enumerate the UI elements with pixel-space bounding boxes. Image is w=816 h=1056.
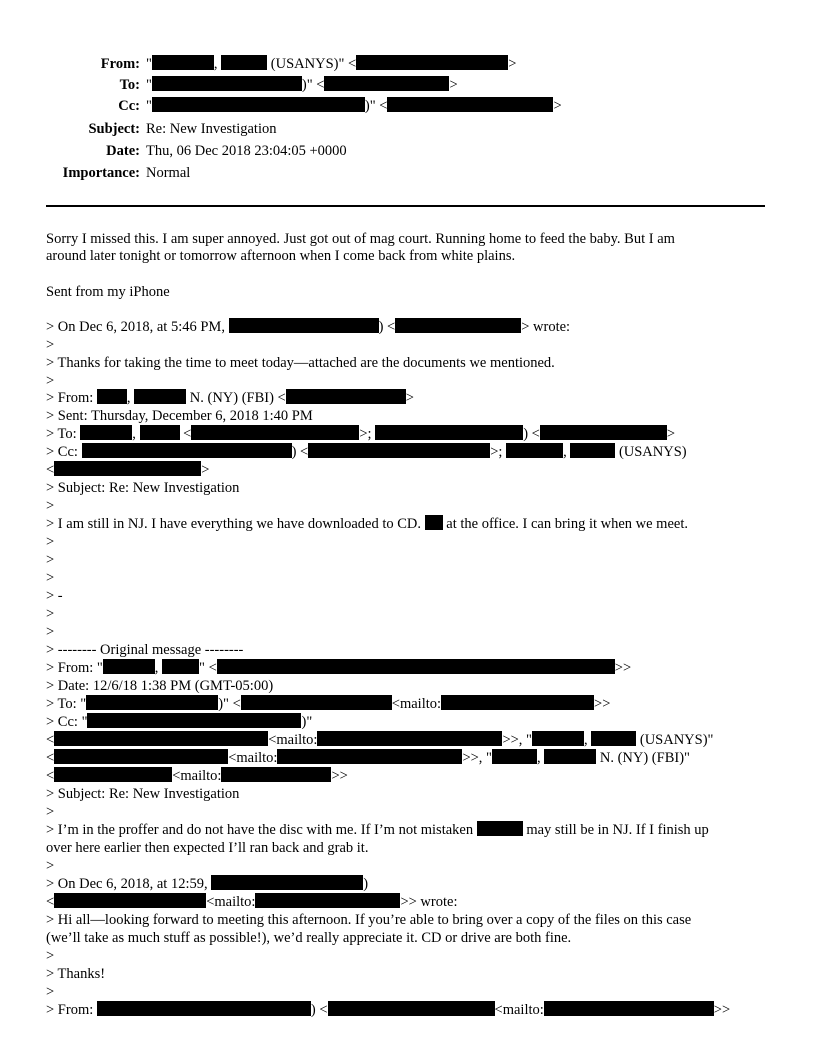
redaction-block: [140, 425, 180, 440]
text-fragment: <mailto:: [228, 750, 278, 766]
quote-line: < <mailto: >>, " , N. (NY) (FBI)": [46, 750, 690, 766]
quote-line: > From: " , " < >>: [46, 660, 632, 676]
subject-label: Subject:: [88, 121, 140, 137]
cc-value: " )" < >: [146, 98, 562, 114]
redaction-block: [540, 425, 667, 440]
quote-line: > -: [46, 588, 63, 604]
text-fragment: > To:: [46, 426, 77, 442]
text-fragment: <mailto:: [268, 732, 318, 748]
text-fragment: at the office. I can bring it when we meet.: [446, 516, 688, 532]
from-value: " , (USANYS)" < >: [146, 56, 517, 72]
to-value: " )" < >: [146, 77, 458, 93]
text-fragment: <mailto:: [391, 696, 442, 712]
redaction-block: [570, 443, 615, 458]
redaction-block: [217, 659, 615, 674]
redaction-block: [54, 767, 172, 782]
quote-line: > On Dec 6, 2018, at 12:59, ): [46, 876, 369, 892]
quote-line: >: [46, 337, 55, 353]
quote-line: >: [46, 498, 55, 514]
redaction-block: [375, 425, 523, 440]
redaction-block: [162, 659, 199, 674]
redaction-block: [80, 425, 132, 440]
quote-line: > Hi all—looking forward to meeting this afternoon. If you’re able to bring over a copy of the files on this case: [46, 912, 692, 928]
date-label: Date:: [106, 143, 140, 159]
redaction-block: [328, 1001, 495, 1016]
redaction-block: [544, 749, 596, 764]
importance-value: Normal: [146, 165, 191, 181]
redaction-block: [255, 893, 400, 908]
from-label: From:: [100, 56, 140, 72]
text-fragment: > On Dec 6, 2018, at 5:46 PM,: [46, 319, 225, 335]
redaction-block: [221, 767, 331, 782]
redaction-block: [425, 515, 443, 530]
cc-label: Cc:: [118, 98, 140, 114]
quote-line: < <mailto: >>, " , (USANYS)": [46, 732, 714, 748]
quote-line: (we’ll take as much stuff as possible!), we’d really appreciate it. CD or drive are both fine.: [46, 930, 572, 946]
header-divider: [46, 205, 765, 207]
text-fragment: N. (NY) (FBI) <: [189, 390, 286, 406]
quote-line: >: [46, 948, 55, 964]
quote-line: >: [46, 804, 55, 820]
quote-line: > On Dec 6, 2018, at 5:46 PM, ) < > wrote:: [46, 319, 571, 335]
redaction-block: [317, 731, 502, 746]
subject-value: Re: New Investigation: [146, 121, 277, 137]
signature: Sent from my iPhone: [46, 284, 170, 300]
text-fragment: <mailto:: [494, 1002, 544, 1018]
quote-line: > Thanks!: [46, 966, 106, 982]
importance-label: Importance:: [62, 165, 140, 181]
redaction-block: [152, 76, 302, 91]
redaction-block: [211, 875, 363, 890]
redaction-block: [86, 695, 218, 710]
quote-line: >: [46, 984, 55, 1000]
quote-line: > -------- Original message --------: [46, 642, 244, 658]
redaction-block: [97, 1001, 311, 1016]
redaction-block: [544, 1001, 714, 1016]
quote-line: >: [46, 570, 55, 586]
text-fragment: may still be in NJ. If I finish up: [526, 822, 709, 838]
quote-line: > From: , N. (NY) (FBI) < >: [46, 390, 414, 406]
quote-line: >: [46, 373, 55, 389]
date-value: Thu, 06 Dec 2018 23:04:05 +0000: [146, 143, 347, 159]
redaction-block: [506, 443, 563, 458]
quote-line: > Date: 12/6/18 1:38 PM (GMT-05:00): [46, 678, 274, 694]
body-line: Sorry I missed this. I am super annoyed. Just got out of mag court. Running home to feed the baby. But I am: [46, 231, 675, 247]
redaction-block: [152, 97, 365, 112]
redaction-block: [277, 749, 462, 764]
quote-line: > Thanks for taking the time to meet today—attached are the documents we mentioned.: [46, 355, 555, 371]
text-fragment: > Cc: ": [46, 714, 88, 730]
redaction-block: [54, 731, 268, 746]
text-fragment: <mailto:: [172, 768, 222, 784]
quote-line: [46, 821, 709, 839]
quote-line: < >: [46, 462, 210, 478]
text-fragment: <mailto:: [206, 894, 256, 910]
redaction-block: [152, 55, 214, 70]
quote-line: > To: " )" < <mailto: >>: [46, 696, 611, 712]
redaction-block: [103, 659, 155, 674]
redaction-block: [387, 97, 553, 112]
quote-line: > Subject: Re: New Investigation: [46, 480, 240, 496]
redaction-block: [591, 731, 636, 746]
quote-line: > From: ) < <mailto: >>: [46, 1002, 731, 1018]
redaction-block: [221, 55, 267, 70]
text-fragment: > From: ": [46, 660, 103, 676]
redaction-block: [87, 713, 301, 728]
text-fragment: > I’m in the proffer and do not have the disc with me. If I’m not mistaken: [46, 822, 474, 838]
quote-line: >: [46, 552, 55, 568]
quote-line: > To: , < >; ) < >: [46, 426, 676, 442]
redaction-block: [395, 318, 521, 333]
body-line: around later tonight or tomorrow afternoon when I come back from white plains.: [46, 248, 516, 264]
text-fragment: > From:: [46, 390, 94, 406]
quote-line: > Cc: " )": [46, 714, 313, 730]
redaction-block: [441, 695, 594, 710]
quote-line: > Sent: Thursday, December 6, 2018 1:40 PM: [46, 408, 313, 424]
redaction-block: [477, 821, 523, 836]
redaction-block: [286, 389, 406, 404]
redaction-block: [308, 443, 490, 458]
redaction-block: [54, 749, 228, 764]
text-fragment: N. (NY) (FBI)": [599, 750, 690, 766]
text-fragment: >> wrote:: [400, 894, 458, 910]
redaction-block: [97, 389, 127, 404]
redaction-block: [54, 893, 206, 908]
text-fragment: > To: ": [46, 696, 87, 712]
from-org: (USANYS): [270, 56, 339, 72]
quote-line: >: [46, 606, 55, 622]
redaction-block: [324, 76, 449, 91]
quote-line: [46, 515, 688, 533]
quote-line: >: [46, 624, 55, 640]
redaction-block: [54, 461, 201, 476]
quote-line: < <mailto: >> wrote:: [46, 894, 458, 910]
text-fragment: > On Dec 6, 2018, at 12:59,: [46, 876, 208, 892]
redaction-block: [356, 55, 508, 70]
redaction-block: [492, 749, 537, 764]
text-fragment: > From:: [46, 1002, 94, 1018]
redaction-block: [191, 425, 359, 440]
quote-line: > Subject: Re: New Investigation: [46, 786, 240, 802]
quote-line: < <mailto: >>: [46, 768, 348, 784]
redaction-block: [134, 389, 186, 404]
quote-line: > Cc: ) < >; , (USANYS): [46, 444, 687, 460]
text-fragment: > I am still in NJ. I have everything we have downloaded to CD.: [46, 516, 422, 532]
text-fragment: (USANYS)": [639, 732, 714, 748]
text-fragment: > Cc:: [46, 444, 78, 460]
redaction-block: [82, 443, 292, 458]
quote-line: >: [46, 534, 55, 550]
quote-line: over here earlier then expected I’ll ran back and grab it.: [46, 840, 369, 856]
quote-line: >: [46, 858, 55, 874]
text-fragment: > wrote:: [521, 319, 571, 335]
text-fragment: (USANYS): [618, 444, 687, 460]
to-label: To:: [119, 77, 140, 93]
redaction-block: [532, 731, 584, 746]
redaction-block: [241, 695, 392, 710]
redaction-block: [229, 318, 379, 333]
